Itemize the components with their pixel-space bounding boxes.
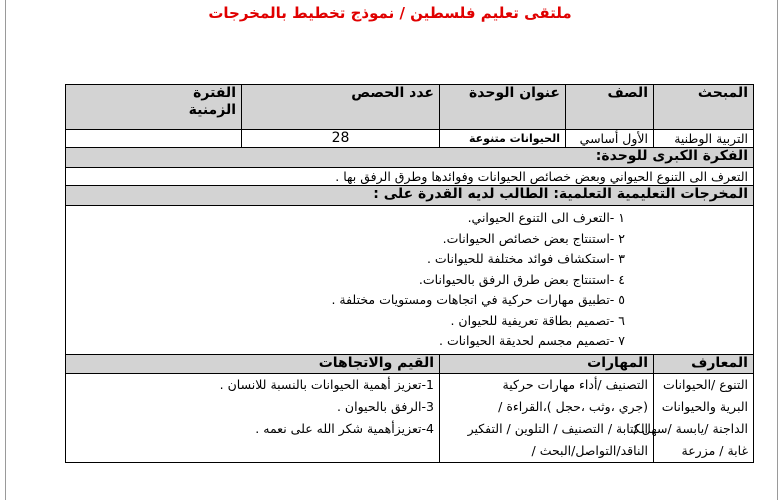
knowledge-line: التنوع /الحيوانات (662, 376, 748, 392)
bottom-header-row (65, 354, 753, 373)
knowledge-line: البرية والحيوانات (661, 398, 748, 414)
outcomes-title-row (65, 186, 753, 206)
time-period-header-line2: الزمنية (188, 102, 236, 118)
big-idea-title: الفكرة الكبرى للوحدة: (65, 148, 753, 168)
outcome-item: ٥ -تطبيق مهارات حركية في اتجاهات ومستويات مختلفة . (331, 292, 625, 307)
subject-header: المبحث (654, 85, 754, 130)
values-header: القيم والاتجاهات (65, 354, 439, 373)
outcome-item: ٢ -استنتاج بعض خصائص الحيوانات. (442, 230, 625, 246)
outcomes-list (65, 206, 753, 355)
outcome-item: ٣ -استكشاف فوائد مختلفة للحيوانات . (426, 251, 625, 266)
skills-header: المهارات (440, 354, 654, 373)
outcome-item: ١ -التعرف الى التنوع الحيواني. (467, 210, 625, 225)
knowledge-header: المعارف (654, 354, 754, 373)
time-period-header (65, 85, 241, 130)
planning-table (65, 84, 754, 463)
periods-header: عدد الحصص (242, 85, 440, 130)
periods-value: 28 (242, 130, 440, 148)
grade-header: الصف (566, 85, 654, 130)
outcome-item: ٤ -استنتاج بعض طرق الرفق بالحيوانات. (418, 271, 625, 287)
planning-table-wrapper (66, 84, 754, 463)
unit-title-header: عنوان الوحدة (440, 85, 566, 130)
values-line: 3-الرفق بالحيوان . (336, 398, 434, 414)
values-line: 1-تعزيز أهمية الحيوانات بالنسبة للانسان . (219, 376, 434, 392)
skills-line: الكتابة / التصنيف / التلوين / التفكير (467, 420, 648, 436)
outcome-item: ٦ -تصميم بطاقة تعريفية للحيوان . (450, 312, 625, 328)
bottom-content-row (65, 373, 753, 462)
time-period-header-line1: الفترة (193, 85, 236, 101)
values-line: 4-تعزيزأهمية شكر الله على نعمه . (255, 420, 434, 436)
outcome-item: ٧ -تصميم مجسم لحديقة الحيوانات . (439, 333, 625, 348)
table-values-row (65, 130, 753, 148)
outcomes-list-row (65, 206, 753, 355)
knowledge-line: الداجنة /يابسة /سهل / (633, 420, 748, 436)
skills-cell (440, 373, 654, 462)
values-cell (65, 373, 439, 462)
subject-value: التربية الوطنية (654, 130, 754, 148)
skills-line: الناقد/التواصل/البحث / (531, 442, 648, 458)
time-period-value (65, 130, 241, 148)
page-title: ملتقى تعليم فلسطين / نموذج تخطيط بالمخرجات (208, 4, 572, 22)
big-idea-text-row (65, 168, 753, 186)
big-idea-text: التعرف الى التنوع الحيواني وبعض خصائص الحيوانات وفوائدها وطرق الرفق بها . (65, 168, 753, 186)
big-idea-title-row (65, 148, 753, 168)
unit-title-value: الحيوانات متنوعة (440, 130, 566, 148)
knowledge-cell (633, 373, 754, 462)
outcomes-title: المخرجات التعليمية التعلمية: الطالب لديه القدرة على : (65, 186, 753, 206)
skills-line: التصنيف /أداء مهارات حركية (502, 376, 648, 392)
skills-line: (جري ،وثب ،حجل )،القراءة / (498, 398, 648, 414)
grade-value: الأول أساسي (566, 130, 654, 148)
knowledge-line: غابة / مزرعة (681, 442, 748, 458)
page-frame-left (0, 0, 6, 500)
table-header-row (65, 85, 753, 130)
